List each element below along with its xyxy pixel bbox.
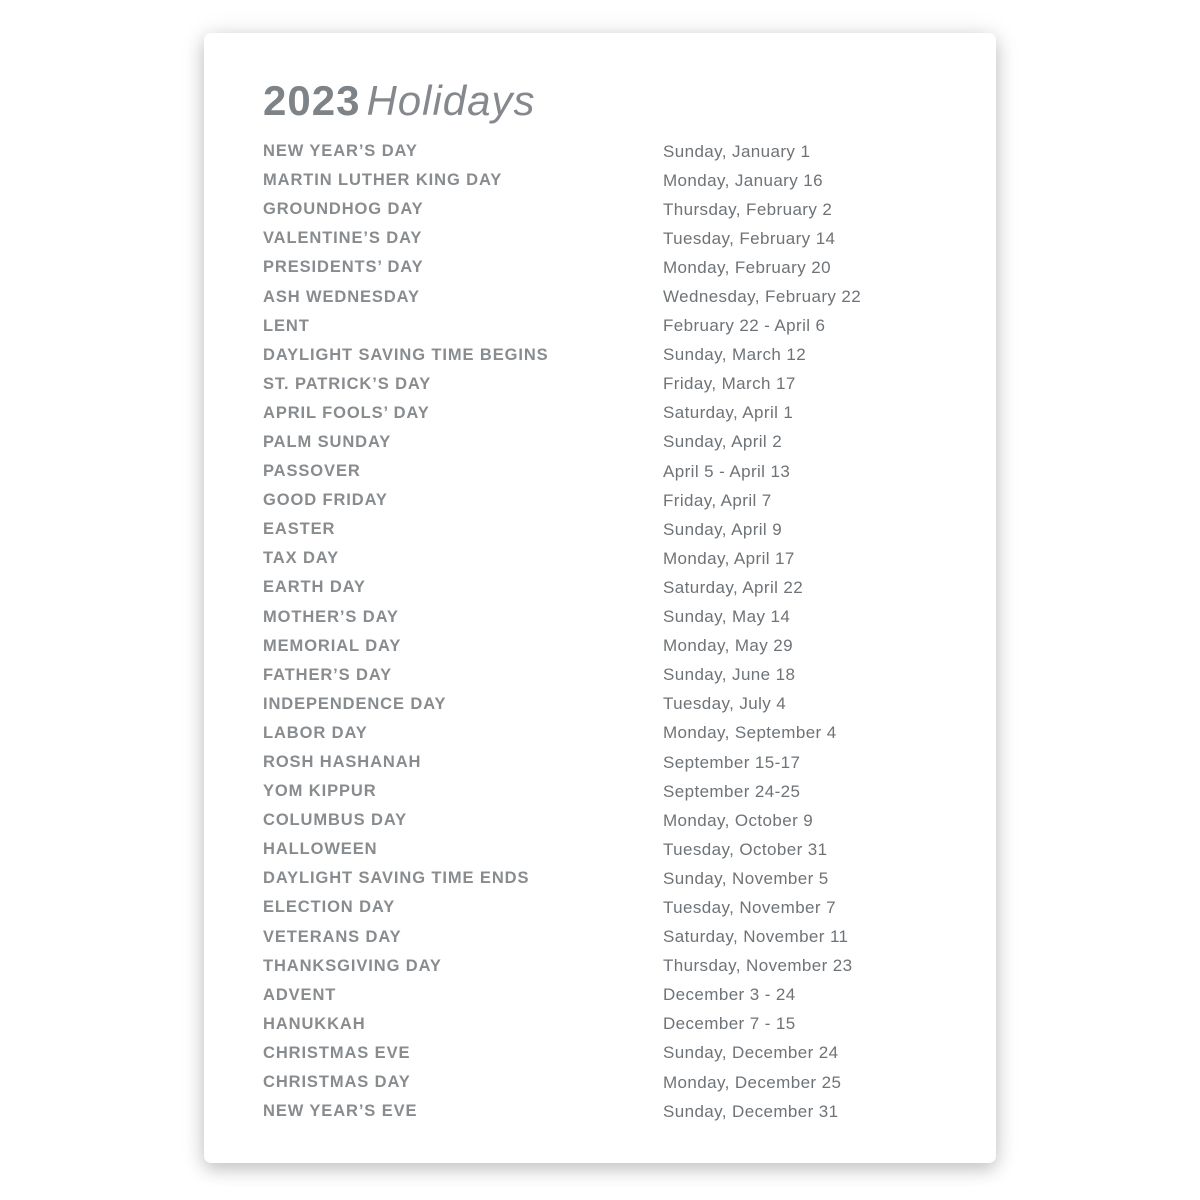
holiday-row	[263, 137, 966, 166]
holiday-date: Sunday, December 31	[663, 1101, 839, 1121]
holiday-row	[263, 603, 966, 632]
holiday-name: MARTIN LUTHER KING DAY	[263, 171, 503, 190]
holiday-date: Sunday, June 18	[663, 665, 796, 685]
holiday-row	[263, 1039, 966, 1068]
holiday-date: February 22 - April 6	[663, 316, 826, 336]
holiday-date: December 7 - 15	[663, 1014, 796, 1034]
holiday-row	[263, 312, 966, 341]
holiday-name: TAX DAY	[263, 549, 339, 568]
holiday-name: APRIL FOOLS’ DAY	[263, 403, 430, 422]
holiday-row	[263, 544, 966, 573]
holiday-list	[263, 137, 966, 1126]
holiday-row	[263, 370, 966, 399]
holiday-name: ST. PATRICK’S DAY	[263, 374, 432, 393]
holiday-row	[263, 1068, 966, 1097]
holiday-name: THANKSGIVING DAY	[263, 956, 442, 975]
holiday-name: CHRISTMAS EVE	[263, 1043, 411, 1062]
page-title	[263, 75, 536, 127]
holiday-date: Sunday, March 12	[663, 345, 807, 365]
holiday-row	[263, 166, 966, 195]
holiday-row	[263, 1097, 966, 1126]
holiday-date: Monday, October 9	[663, 810, 814, 830]
holiday-row	[263, 399, 966, 428]
holiday-row	[263, 777, 966, 806]
holiday-name: ROSH HASHANAH	[263, 753, 422, 772]
holiday-row	[263, 515, 966, 544]
holiday-name: DAYLIGHT SAVING TIME BEGINS	[263, 345, 549, 364]
holiday-name: EASTER	[263, 520, 336, 539]
holiday-row	[263, 428, 966, 457]
holiday-row	[263, 835, 966, 864]
holiday-name: LENT	[263, 316, 310, 335]
holiday-name: PALM SUNDAY	[263, 432, 392, 451]
holiday-date: Tuesday, November 7	[663, 897, 836, 917]
holiday-date: Tuesday, July 4	[663, 694, 787, 714]
holiday-name: GROUNDHOG DAY	[263, 200, 424, 219]
holiday-name: LABOR DAY	[263, 723, 368, 742]
holiday-date: Saturday, April 1	[663, 403, 794, 423]
holiday-name: YOM KIPPUR	[263, 782, 377, 801]
holiday-date: Sunday, April 2	[663, 432, 783, 452]
holiday-row	[263, 952, 966, 981]
holiday-row	[263, 341, 966, 370]
holiday-date: Monday, February 20	[663, 257, 831, 277]
holiday-date: Sunday, January 1	[663, 141, 811, 161]
holiday-date: Monday, September 4	[663, 723, 837, 743]
holiday-date: Monday, May 29	[663, 636, 794, 656]
holiday-date: Saturday, November 11	[663, 927, 849, 947]
holiday-row	[263, 661, 966, 690]
holiday-name: PRESIDENTS’ DAY	[263, 258, 424, 277]
title-word: Holidays	[366, 77, 536, 124]
holiday-name: ELECTION DAY	[263, 898, 396, 917]
holiday-row	[263, 893, 966, 922]
holiday-name: PASSOVER	[263, 462, 361, 481]
holiday-date: Sunday, April 9	[663, 519, 783, 539]
holiday-date: Wednesday, February 22	[663, 287, 862, 307]
holiday-date: Friday, April 7	[663, 490, 772, 510]
holiday-name: DAYLIGHT SAVING TIME ENDS	[263, 869, 530, 888]
title-year: 2023	[263, 77, 361, 124]
holiday-date: Monday, April 17	[663, 548, 795, 568]
holiday-row	[263, 573, 966, 602]
holiday-row	[263, 923, 966, 952]
holiday-row	[263, 864, 966, 893]
holiday-name: EARTH DAY	[263, 578, 366, 597]
holiday-row	[263, 282, 966, 311]
holiday-sheet	[204, 33, 996, 1163]
holiday-row	[263, 690, 966, 719]
holiday-date: Monday, January 16	[663, 170, 823, 190]
holiday-name: MEMORIAL DAY	[263, 636, 402, 655]
holiday-row	[263, 748, 966, 777]
holiday-name: GOOD FRIDAY	[263, 491, 388, 510]
holiday-name: INDEPENDENCE DAY	[263, 694, 447, 713]
holiday-name: COLUMBUS DAY	[263, 811, 408, 830]
holiday-row	[263, 195, 966, 224]
holiday-name: HANUKKAH	[263, 1014, 366, 1033]
holiday-date: Tuesday, October 31	[663, 839, 828, 859]
holiday-date: Thursday, February 2	[663, 199, 833, 219]
holiday-date: Sunday, November 5	[663, 868, 829, 888]
holiday-name: ASH WEDNESDAY	[263, 287, 420, 306]
holiday-date: September 15-17	[663, 752, 801, 772]
holiday-row	[263, 457, 966, 486]
holiday-name: VALENTINE’S DAY	[263, 229, 423, 248]
holiday-row	[263, 224, 966, 253]
holiday-date: Sunday, May 14	[663, 607, 791, 627]
holiday-row	[263, 719, 966, 748]
holiday-row	[263, 253, 966, 282]
holiday-date: December 3 - 24	[663, 985, 796, 1005]
holiday-name: NEW YEAR’S EVE	[263, 1102, 418, 1121]
holiday-date: Friday, March 17	[663, 374, 796, 394]
holiday-name: ADVENT	[263, 985, 337, 1004]
holiday-row	[263, 486, 966, 515]
holiday-date: Saturday, April 22	[663, 577, 804, 597]
holiday-row	[263, 981, 966, 1010]
holiday-date: Monday, December 25	[663, 1072, 842, 1092]
holiday-name: CHRISTMAS DAY	[263, 1073, 411, 1092]
holiday-name: FATHER’S DAY	[263, 665, 393, 684]
holiday-name: HALLOWEEN	[263, 840, 378, 859]
holiday-date: Thursday, November 23	[663, 956, 853, 976]
holiday-row	[263, 1010, 966, 1039]
holiday-name: VETERANS DAY	[263, 927, 402, 946]
holiday-date: April 5 - April 13	[663, 461, 791, 481]
holiday-row	[263, 632, 966, 661]
holiday-row	[263, 806, 966, 835]
holiday-date: Tuesday, February 14	[663, 228, 836, 248]
holiday-name: MOTHER’S DAY	[263, 607, 399, 626]
holiday-name: NEW YEAR’S DAY	[263, 142, 418, 161]
holiday-date: September 24-25	[663, 781, 801, 801]
holiday-date: Sunday, December 24	[663, 1043, 839, 1063]
